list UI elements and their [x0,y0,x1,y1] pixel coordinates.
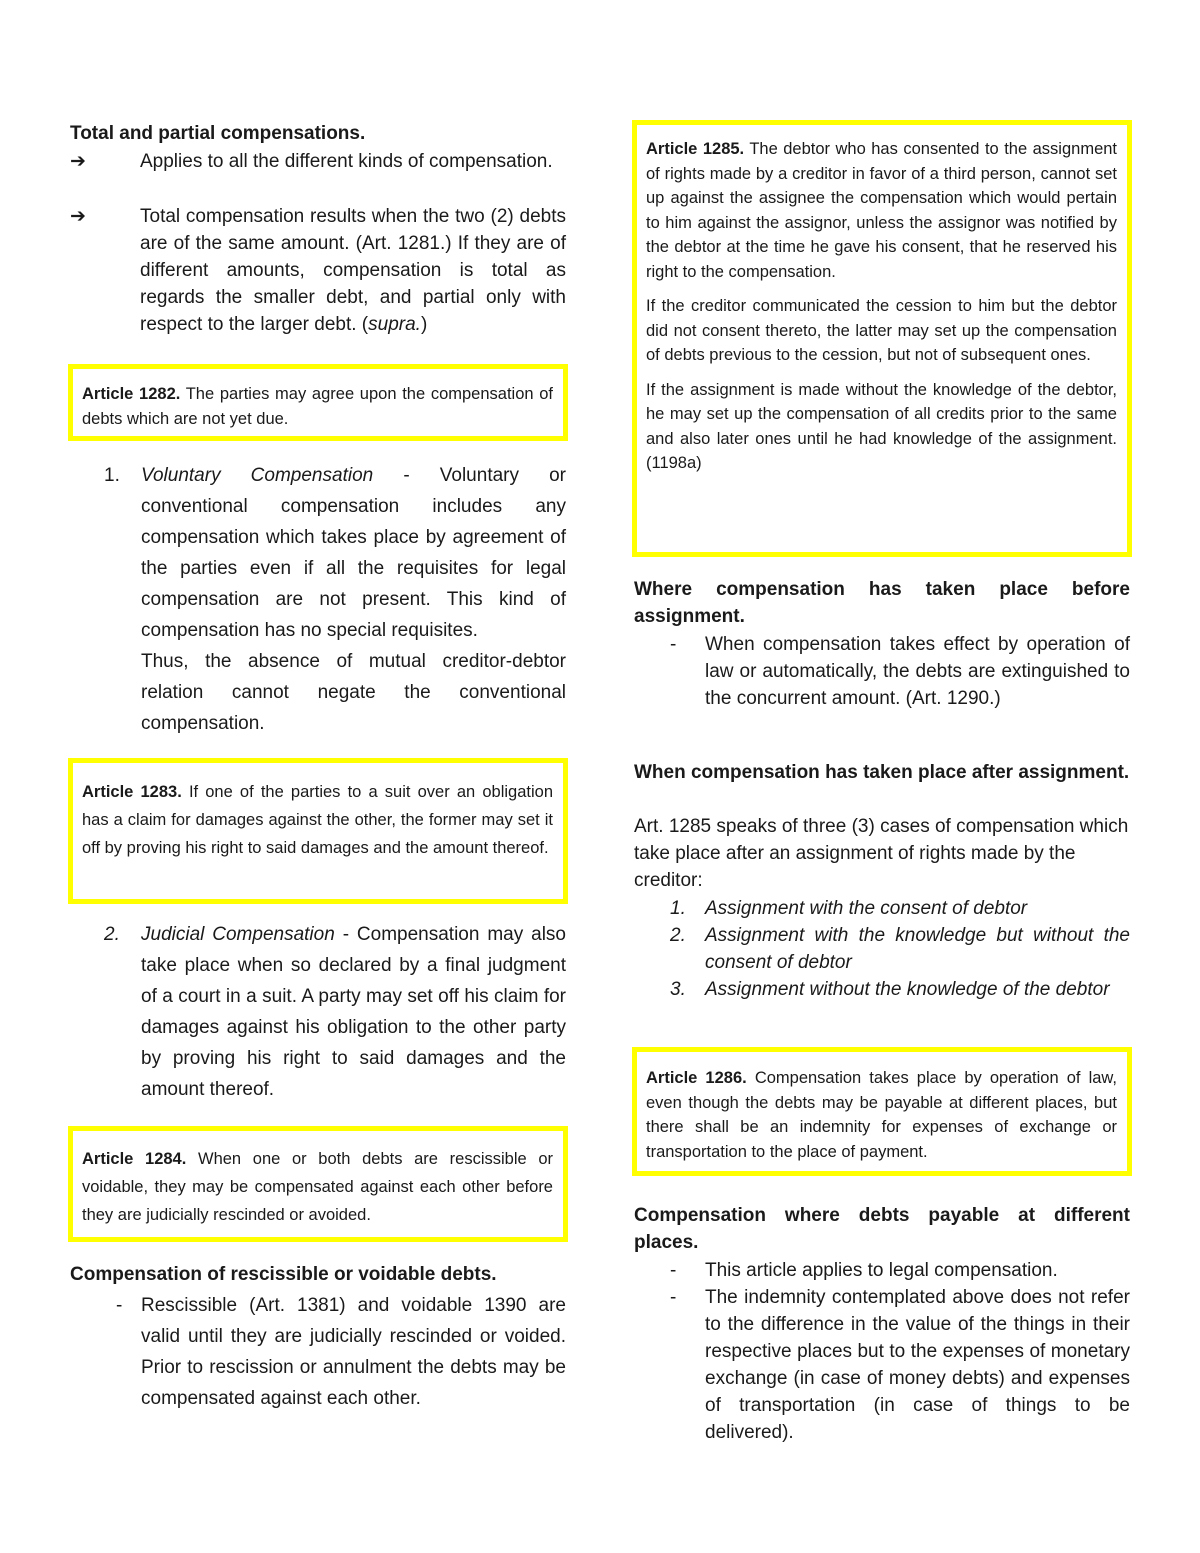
voluntary-compensation-item [70,460,566,739]
judicial-compensation-item [70,919,566,1105]
voluntary-number: 1. [104,465,120,486]
judicial-number: 2. [104,924,120,945]
dash-bullet: - [670,634,677,655]
article-1285-box [632,120,1132,557]
article-1285-paragraph-3: If the assignment is made without the knowledge of the debtor, he may set up the compensation of all credits prior to the same and also later ones until he had knowledge of the assignment. (1198a) [646,380,1117,472]
article-1286-label: Article 1286. [646,1069,747,1087]
rescissible-text: Rescissible (Art. 1381) and voidable 1390 are valid until they are judicially rescinded or voided. Prior to rescission or annulment the debts may be compensated against each other. [141,1295,566,1409]
places-item-1: - This article applies to legal compensation. [634,1257,1130,1284]
total-bullet-1-text: Applies to all the different kinds of compensation. [140,151,553,172]
article-1286-box [632,1047,1132,1176]
total-bullet-2-text: Total compensation results when the two (2) debts are of the same amount. (Art. 1281.) If they are of different amounts, compensation is total as regards the smaller debt, and partial only with respect to the larger debt. (supra.) [140,206,566,335]
arrow-icon: ➔ [70,151,86,172]
voluntary-thus: Thus, the absence of mutual creditor-debtor relation cannot negate the conventional compensation. [141,651,566,734]
article-1283-text: If one of the parties to a suit over an obligation has a claim for damages against the other, the former may set it off by proving his right to said damages and the amount thereof. [82,783,553,857]
article-1282-label: Article 1282. [82,385,181,403]
before-assignment-item [634,631,1130,712]
article-1283-label: Article 1283. [82,783,182,801]
judicial-text: Judicial Compensation - Compensation may also take place when so declared by a final judgment of a court in a suit. A party may set off his claim for damages against his obligation to the other party by proving his right to said damages and the amount thereof. [141,924,566,1100]
article-1284-label: Article 1284. [82,1150,187,1168]
article-1285-label: Article 1285. [646,140,745,158]
after-case-1: 1. Assignment with the consent of debtor [670,898,1028,919]
before-assignment-heading: Where compensation has taken place before assignment. [634,579,1130,627]
total-partial-heading: Total and partial compensations. [70,123,366,144]
after-assignment-heading: When compensation has taken place after assignment. [634,762,1130,783]
article-1286-text: Compensation takes place by operation of law, even though the debts may be payable at different places, but there shall be an indemnity for expenses of exchange or transportation to the place of payment. [646,1069,1117,1161]
before-assignment-text: When compensation takes effect by operation of law or automatically, the debts are extinguished to the concurrent amount. (Art. 1290.) [705,634,1130,709]
arrow-icon: ➔ [70,206,86,227]
article-1282-text: The parties may agree upon the compensation of debts which are not yet due. [82,385,554,428]
dash-bullet: - [670,1260,677,1281]
total-bullet-2 [70,203,566,338]
article-1282-box [68,364,568,441]
article-1285-paragraph-2: If the creditor communicated the cession to him but the debtor did not consent thereto, the latter may set up the compensation of debts previous to the cession, but not of subsequent ones. [646,297,1117,364]
article-1283-box [68,758,568,904]
total-bullet-1 [70,148,566,175]
different-places-heading: Compensation where debts payable at different places. [634,1205,1130,1253]
article-1284-box [68,1126,568,1242]
after-case-3: 3. Assignment without the knowledge of the debtor [670,979,1110,1000]
places-item-2: - The indemnity contemplated above does not refer to the difference in the value of the things in their respective places but to the expenses of monetary exchange (in case of money debts) and expenses of transportation (in case of things to be delivered). [634,1284,1130,1446]
article-1284-text: When one or both debts are rescissible or voidable, they may be compensated against each other before they are judicially rescinded or avoided. [82,1150,554,1224]
rescissible-item [70,1290,566,1414]
dash-bullet: - [670,1287,677,1308]
rescissible-heading: Compensation of rescissible or voidable debts. [70,1264,497,1285]
after-case-2: 2. Assignment with the knowledge but without the consent of debtor [670,925,1130,973]
dash-bullet: - [116,1295,123,1316]
voluntary-text: Voluntary Compensation - Voluntary or conventional compensation includes any compensation which takes place by agreement of the parties even if all the requisites for legal compensation are not present. This kind of compensation has no special requisites. [141,465,566,641]
after-assignment-intro: Art. 1285 speaks of three (3) cases of compensation which take place after an assignment of rights made by the creditor: [634,816,1129,891]
article-1285-paragraph-1: Article 1285. The debtor who has consented to the assignment of rights made by a creditor in favor of a third person, cannot set up against the assignee the compensation which would pertain to him against the assignor, unless the assignor was notified by the debtor at the time he gave his consent, that he reserved his right to the compensation. [646,140,1118,281]
